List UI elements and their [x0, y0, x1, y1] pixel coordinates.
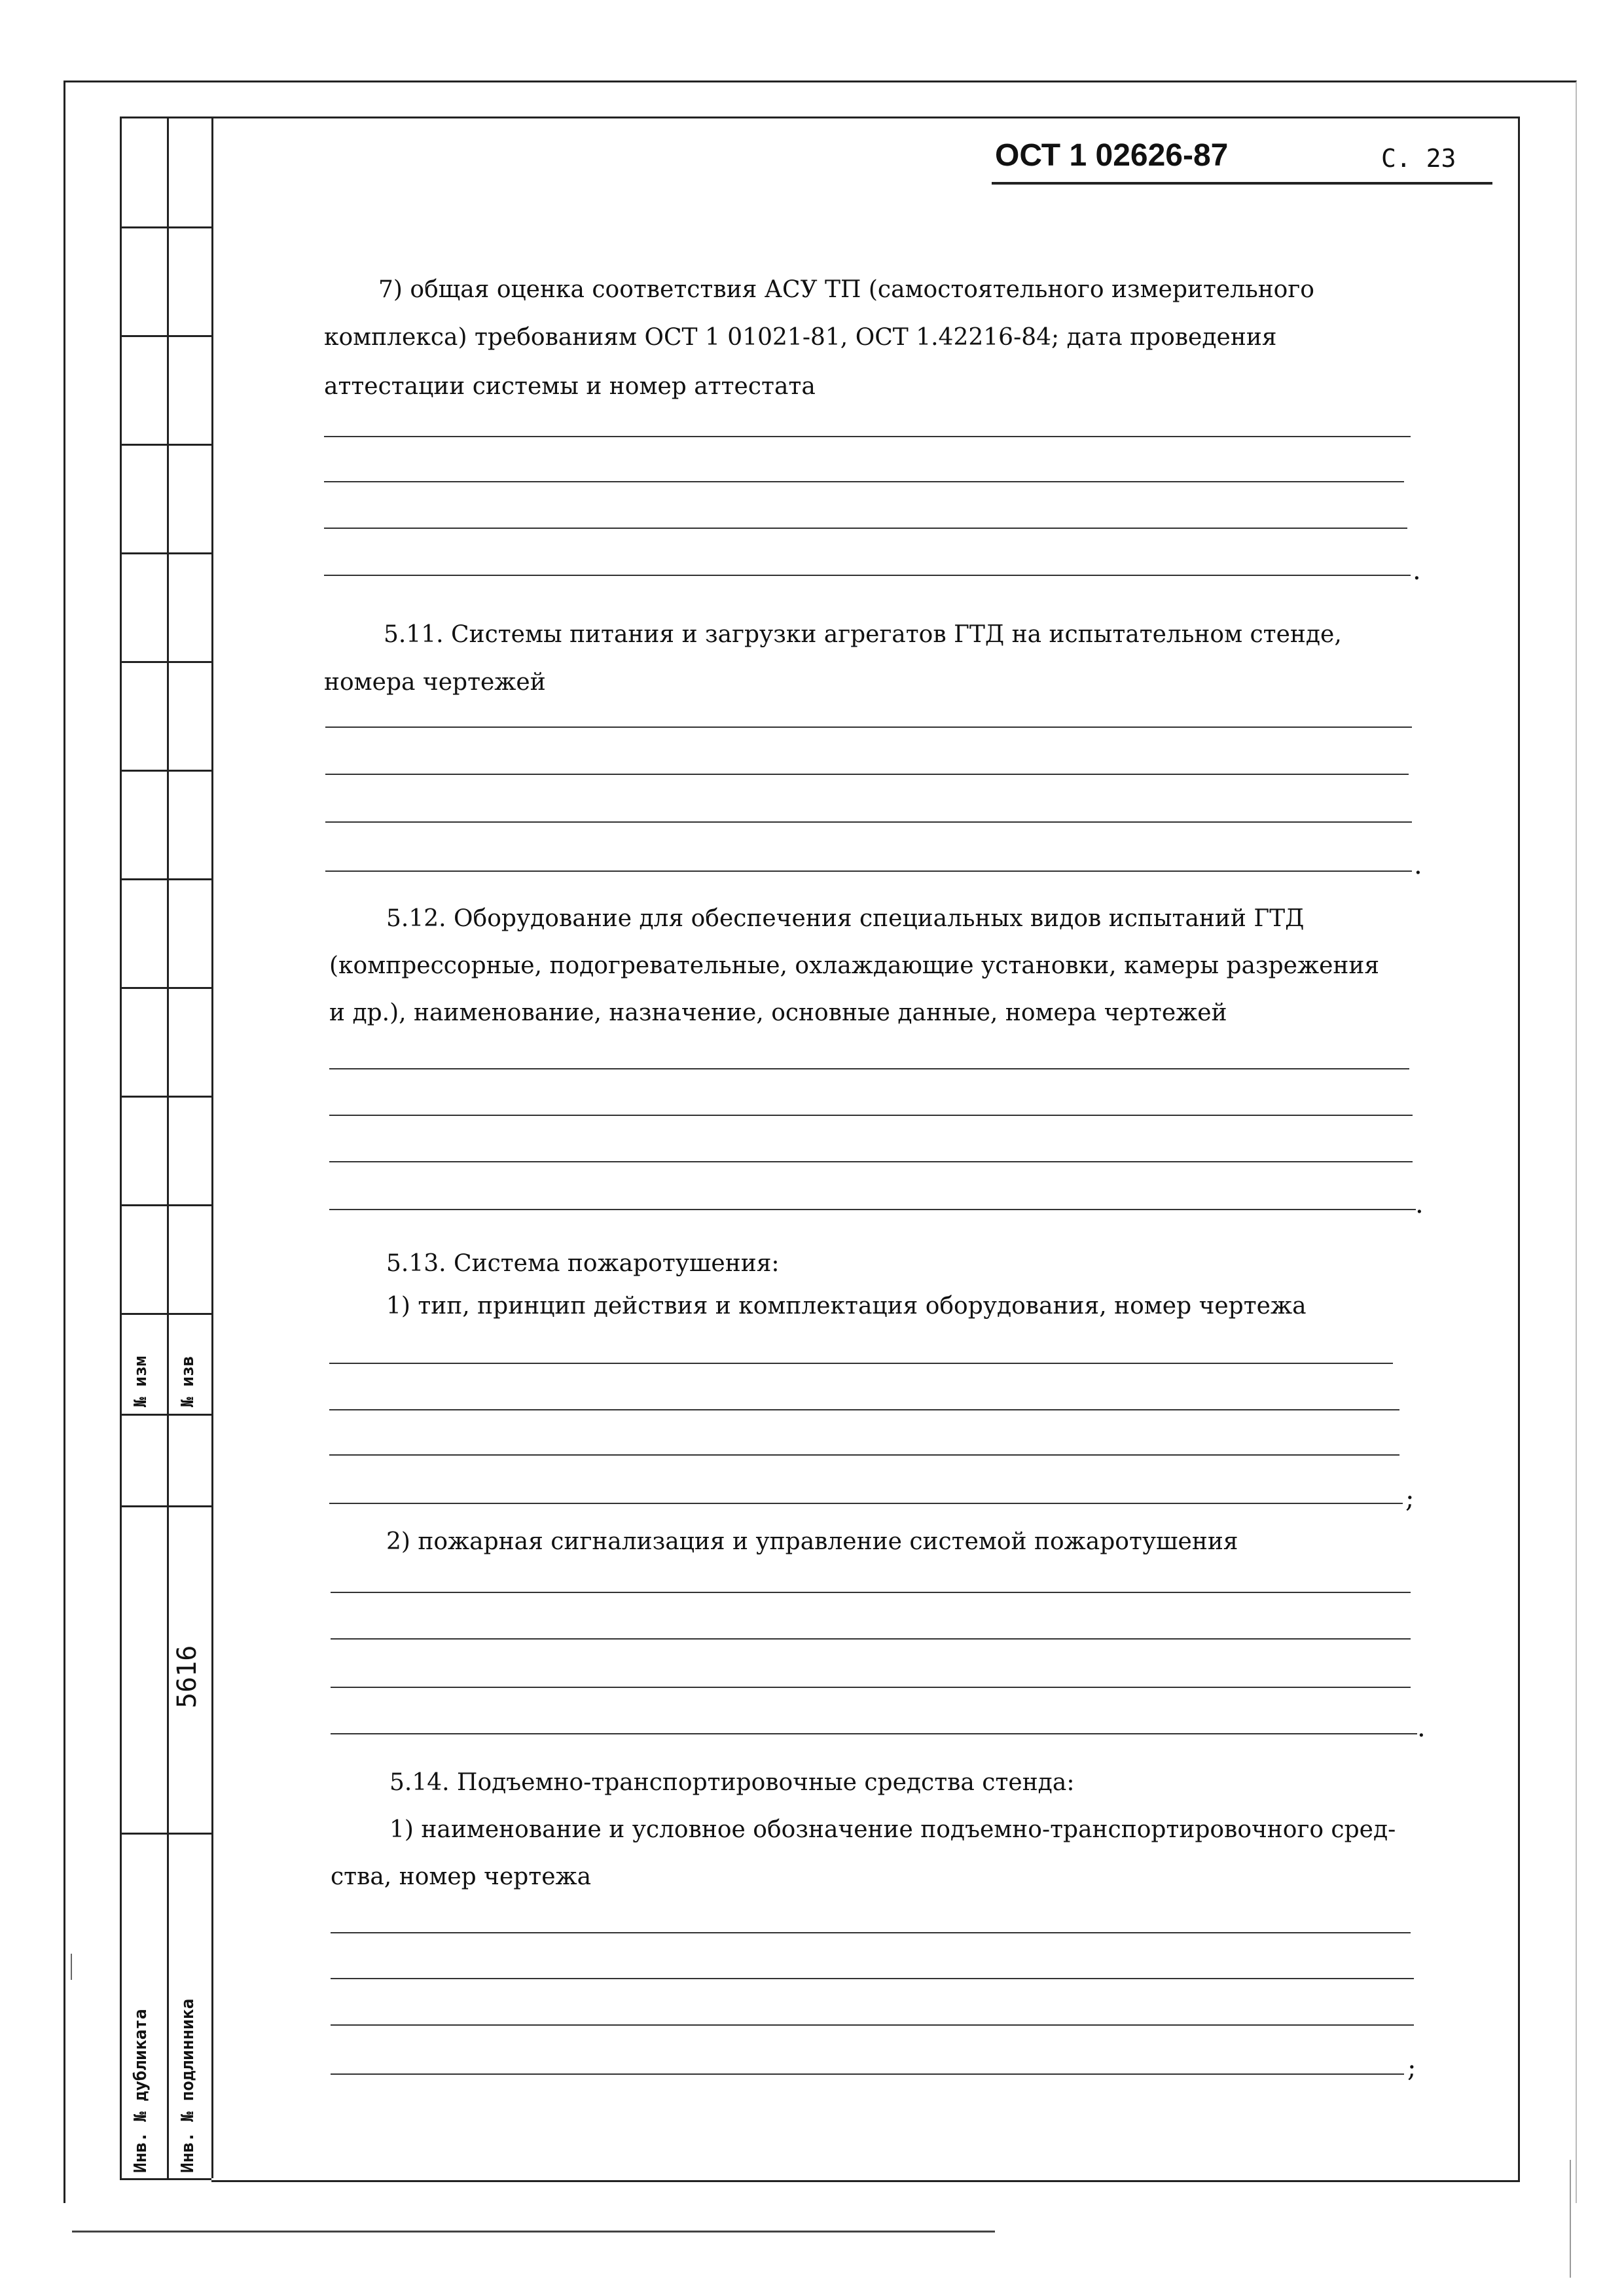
section-5-12-line-1: 5.12. Оборудование для обеспечения специальных видов испытаний ГТД	[386, 905, 1305, 932]
header-underline	[992, 182, 1492, 185]
fill-line	[324, 481, 1404, 482]
section-5-11-line-1: 5.11. Системы питания и загрузки агрегатов ГТД на испытательном стенде,	[384, 621, 1342, 648]
section-5-13-item-2: 2) пожарная сигнализация и управление системой пожаротушения	[386, 1528, 1238, 1555]
fill-line	[324, 528, 1407, 529]
fill-line	[331, 1638, 1411, 1640]
section-5-13-item-1: 1) тип, принцип действия и комплектация оборудования, номер чертежа	[386, 1293, 1307, 1319]
fill-line	[329, 1068, 1409, 1069]
stamp-number-value: 5616	[172, 1645, 202, 1708]
bottom-scan-line	[72, 2231, 995, 2233]
section-5-11-line-2: номера чертежей	[324, 669, 546, 696]
fill-line	[331, 1592, 1411, 1593]
fill-line	[329, 1115, 1413, 1116]
fill-line	[324, 436, 1411, 437]
fill-line	[324, 575, 1411, 576]
section-5-12-line-2: (компрессорные, подогревательные, охлаждающие установки, камеры разрежения	[329, 952, 1380, 979]
section-5-14-end: ;	[1407, 2053, 1416, 2083]
stamp-izm-label: № изм	[131, 1355, 151, 1407]
item-7-line-1: 7) общая оценка соответствия АСУ ТП (самостоятельного измерительного	[378, 276, 1314, 303]
fill-line	[331, 2024, 1414, 2026]
stamp-dublikat-label: Инв. № дубликата	[131, 2009, 151, 2173]
section-5-13-item-1-end: ;	[1405, 1484, 1415, 1514]
fill-line	[325, 774, 1409, 775]
fill-line	[329, 1363, 1393, 1364]
section-5-13-item-2-end: .	[1417, 1713, 1426, 1743]
item-7-end: .	[1413, 556, 1421, 586]
fill-line	[329, 1503, 1403, 1504]
item-7-line-3: аттестации системы и номер аттестата	[324, 373, 816, 400]
fill-line	[331, 1733, 1417, 1734]
section-5-13-title: 5.13. Система пожаротушения:	[386, 1250, 780, 1277]
stamp-podlinnik-label: Инв. № подлинника	[178, 1998, 198, 2173]
section-5-12-end: .	[1415, 1189, 1424, 1219]
fill-line	[329, 1161, 1413, 1162]
fill-line	[331, 1687, 1411, 1688]
left-scan-mark	[71, 1954, 72, 1980]
section-5-14-title: 5.14. Подъемно-транспортировочные средства стенда:	[389, 1769, 1075, 1796]
page-number: С. 23	[1381, 144, 1456, 173]
fill-line	[329, 1209, 1416, 1210]
fill-line	[329, 1454, 1399, 1456]
fill-line	[331, 1978, 1414, 1979]
fill-line	[325, 870, 1412, 872]
item-7-line-2: комплекса) требованиям ОСТ 1 01021-81, ОСТ 1.42216-84; дата проведения	[324, 324, 1277, 351]
fill-line	[331, 1932, 1411, 1933]
stamp-izv-label: № изв	[178, 1355, 198, 1407]
fill-line	[325, 726, 1412, 728]
section-5-12-line-3: и др.), наименование, назначение, основные данные, номера чертежей	[329, 999, 1227, 1026]
section-5-11-end: .	[1414, 850, 1422, 880]
right-scan-mark	[1570, 2160, 1571, 2278]
fill-line	[331, 2073, 1404, 2075]
section-5-14-item-1-line-2: ства, номер чертежа	[331, 1863, 592, 1890]
section-5-14-item-1-line-1: 1) наименование и условное обозначение подъемно-транспортировочного сред-	[389, 1816, 1396, 1843]
fill-line	[329, 1409, 1399, 1410]
document-code: ОСТ 1 02626-87	[995, 138, 1229, 173]
fill-line	[325, 821, 1412, 823]
